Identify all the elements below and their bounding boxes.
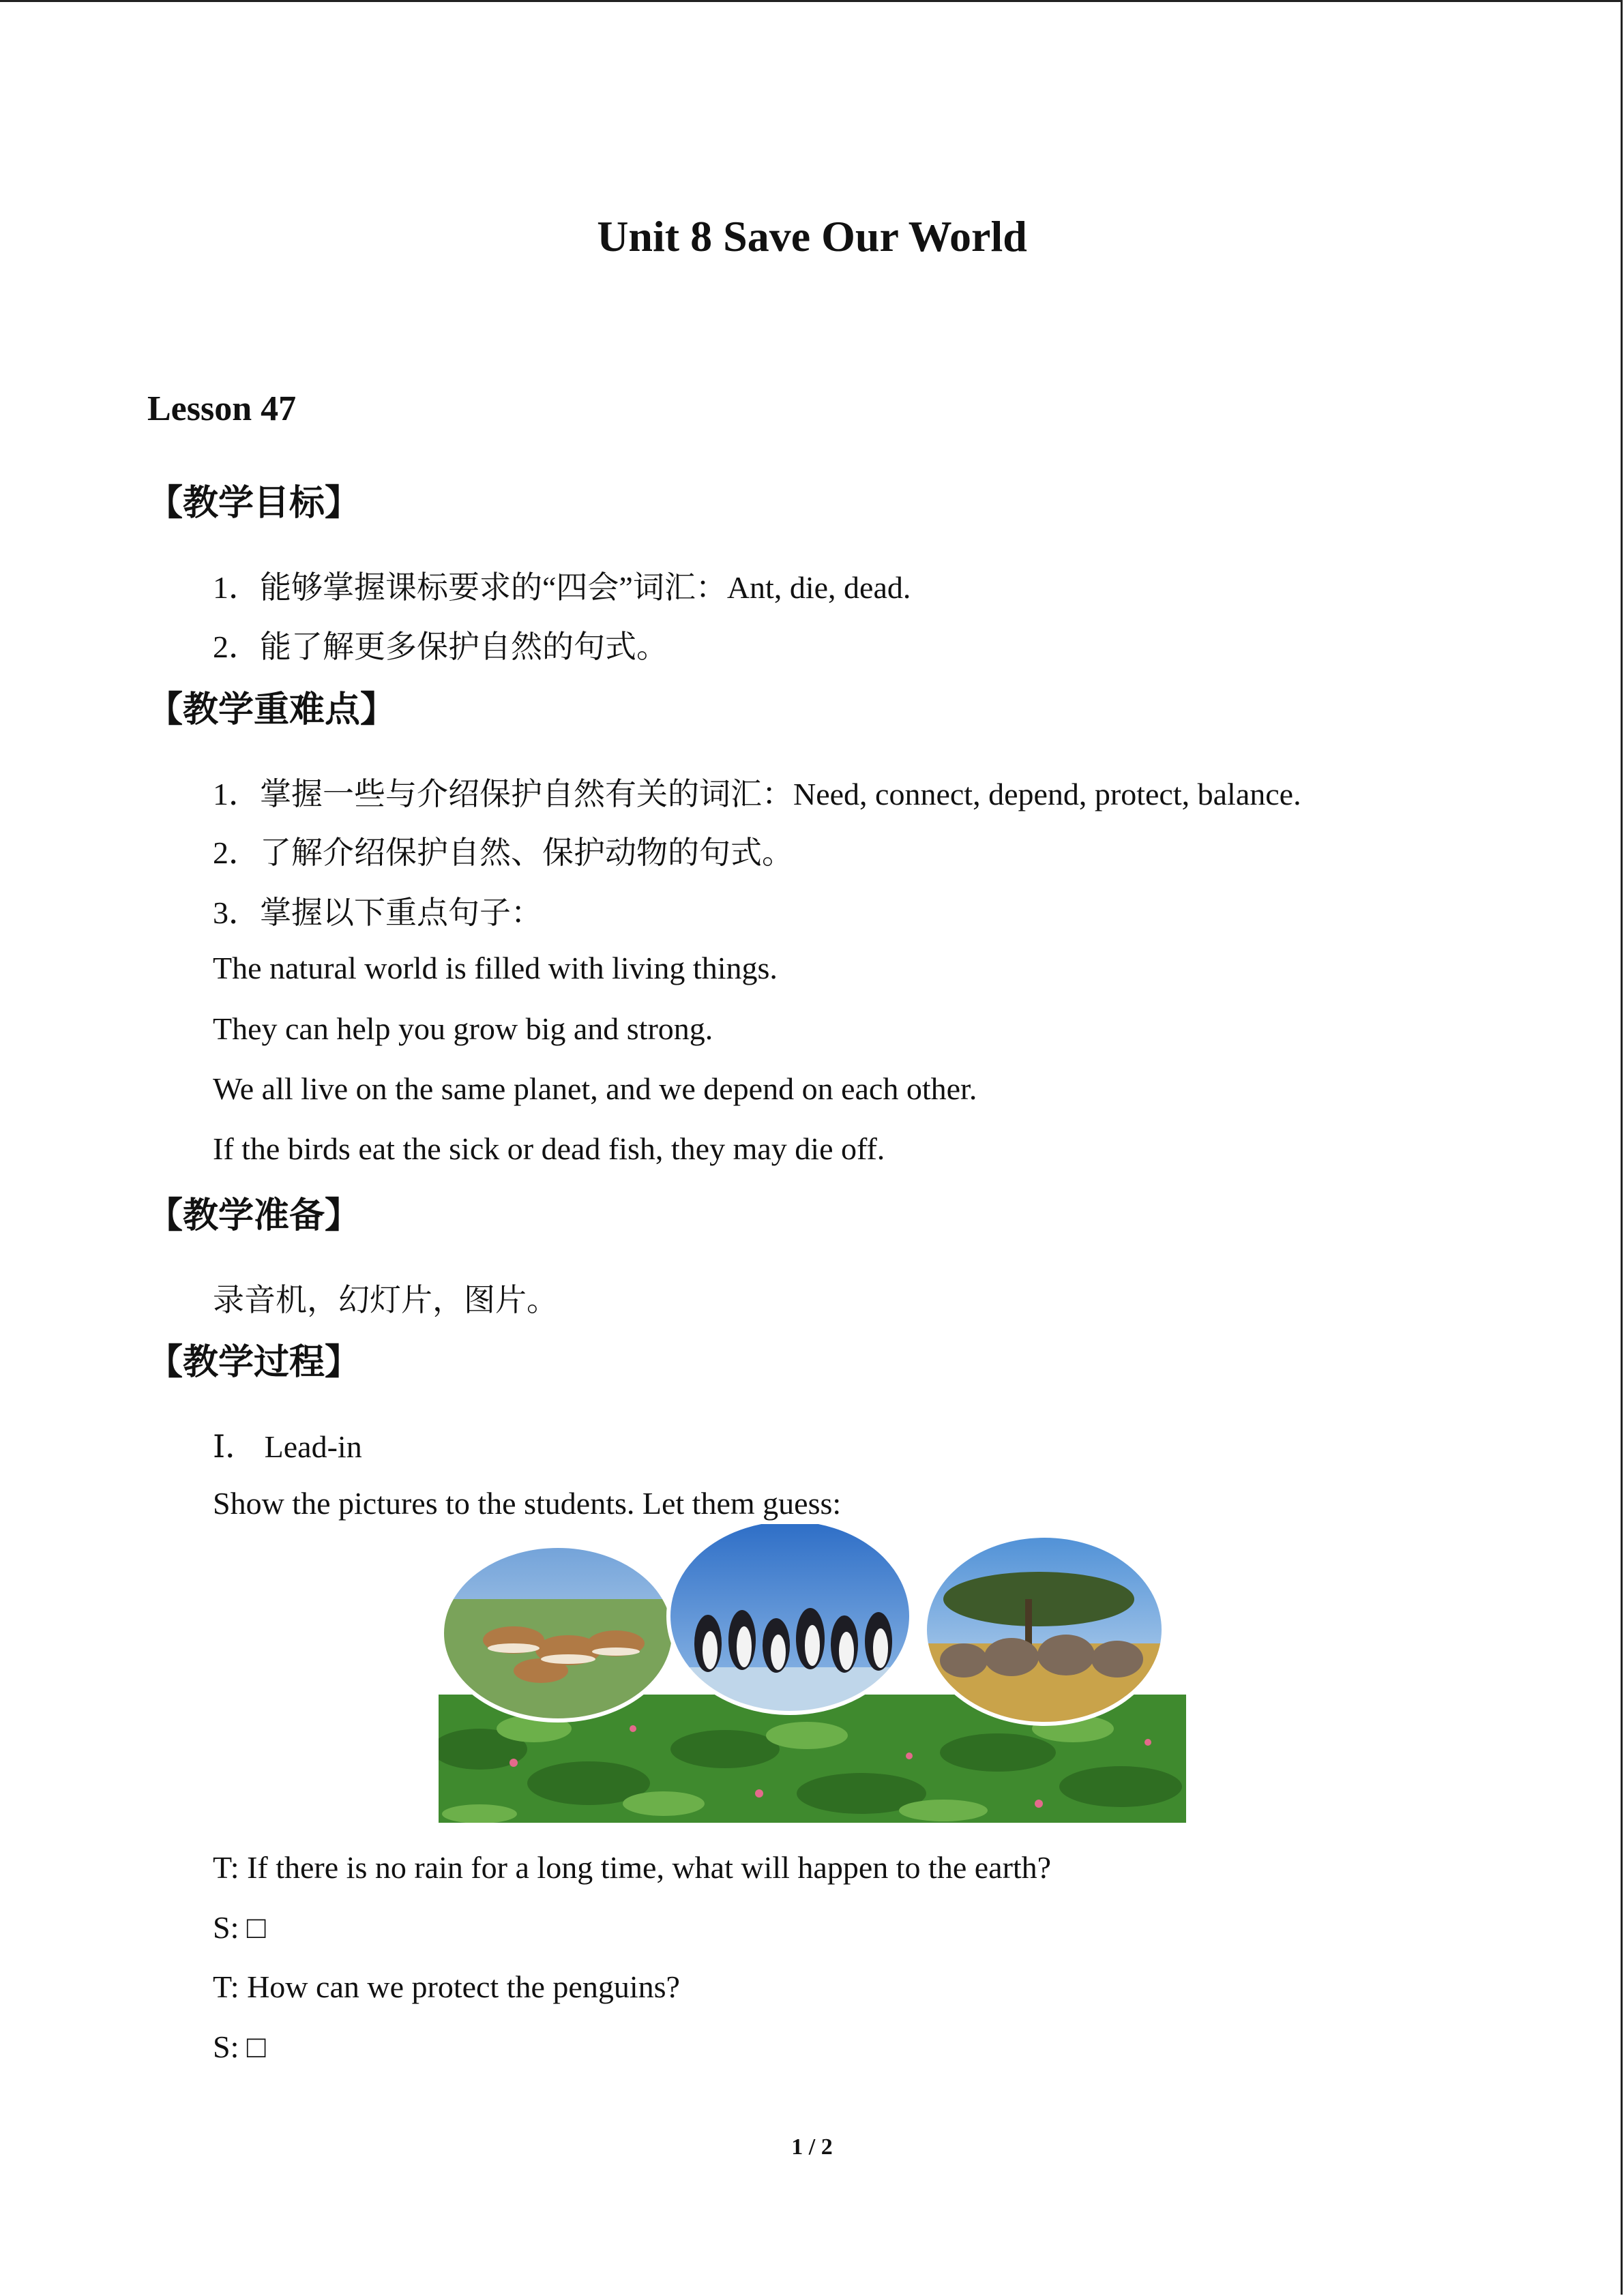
objective-item: 1．能够掌握课标要求的“四会”词汇：Ant, die, dead. (213, 570, 911, 605)
animals-photo-collage (439, 1524, 1186, 1823)
section-heading-objectives: 【教学目标】 (147, 483, 361, 524)
lesson-label: Lesson 47 (147, 389, 297, 428)
key-point-item: 3．掌握以下重点句子： (213, 895, 542, 930)
section-heading-process: 【教学过程】 (147, 1342, 361, 1383)
key-sentence: The natural world is filled with living things. (213, 951, 778, 985)
dialogue-line: S: □ (213, 1910, 266, 1945)
preparation-text: 录音机，幻灯片，图片。 (213, 1283, 558, 1317)
key-sentence: They can help you grow big and strong. (213, 1011, 713, 1046)
page-number: 1 / 2 (791, 2134, 833, 2160)
key-sentence: If the birds eat the sick or dead fish, they may die off. (213, 1131, 885, 1166)
dialogue-line: T: If there is no rain for a long time, what will happen to the earth? (213, 1850, 1052, 1885)
document-title: Unit 8 Save Our World (597, 212, 1027, 260)
objective-item: 2．能了解更多保护自然的句式。 (213, 629, 668, 664)
dialogue-line: S: □ (213, 2029, 266, 2064)
section-heading-preparation: 【教学准备】 (147, 1195, 361, 1236)
key-point-item: 2．了解介绍保护自然、保护动物的句式。 (213, 835, 793, 870)
dialogue-line: T: How can we protect the penguins? (213, 1969, 680, 2004)
section-heading-key-points: 【教学重难点】 (147, 689, 396, 730)
step-heading: Ⅰ． Lead-in (213, 1429, 362, 1464)
instruction-text: Show the pictures to the students. Let them guess: (213, 1486, 842, 1521)
key-point-item: 1．掌握一些与介绍保护自然有关的词汇：Need, connect, depend, protect, balance. (213, 777, 1301, 811)
key-sentence: We all live on the same planet, and we depend on each other. (213, 1071, 977, 1106)
